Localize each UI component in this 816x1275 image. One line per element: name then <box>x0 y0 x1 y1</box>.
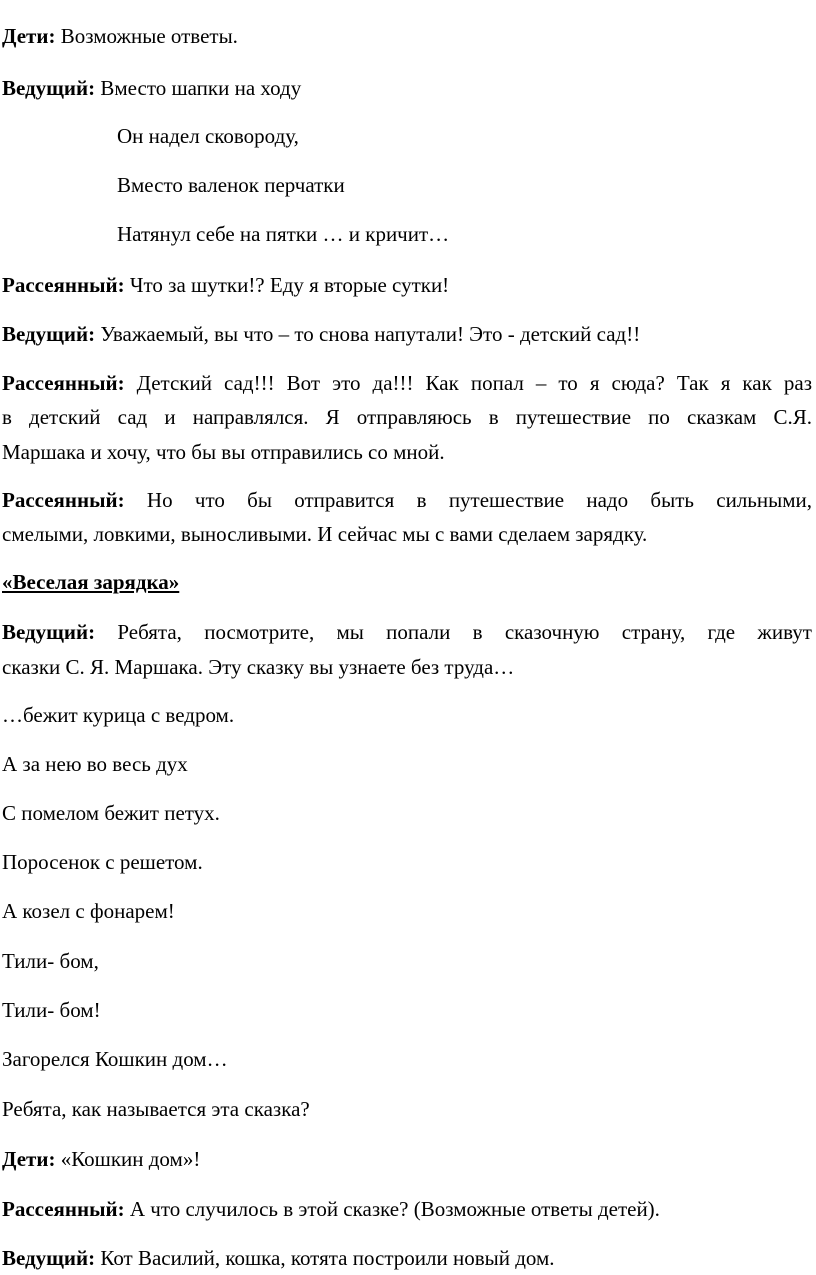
dialogue-line <box>2 75 301 101</box>
dialogue-line <box>2 619 812 645</box>
text-line: Ребята, как называется эта сказка? <box>2 1097 310 1121</box>
poem-line: А козел с фонарем! <box>2 899 175 923</box>
speaker-label: Дети: <box>2 1147 56 1171</box>
dialogue-line <box>2 1196 660 1222</box>
line-text: Возможные ответы. <box>55 24 238 48</box>
line-text: «Кошкин дом»! <box>55 1147 201 1171</box>
speaker-label: Ведущий: <box>2 322 96 346</box>
poem-line: А за нею во весь дух <box>2 752 188 776</box>
dialogue-line <box>2 370 812 396</box>
line-text: Детский сад!!! Вот это да!!! Как попал – то я сюда? Так я как раз <box>124 371 812 395</box>
dialogue-line <box>2 272 449 298</box>
speaker-label: Рассеянный: <box>2 1197 125 1221</box>
poem-line: Вместо валенок перчатки <box>117 173 345 197</box>
line-text: Но что бы отправится в путешествие надо быть сильными, <box>124 488 812 512</box>
line-text: Вместо шапки на ходу <box>95 76 302 100</box>
poem-line: Загорелся Кошкин дом… <box>2 1047 228 1071</box>
speaker-label: Ведущий: <box>2 1246 96 1270</box>
line-text: Уважаемый, вы что – то снова напутали! Это - детский сад!! <box>95 322 641 346</box>
section-title: «Веселая зарядка» <box>2 570 180 594</box>
poem-line: Тили- бом! <box>2 998 101 1022</box>
speaker-label: Ведущий: <box>2 76 96 100</box>
poem-line: Он надел сковороду, <box>117 124 299 148</box>
dialogue-line <box>2 1146 200 1172</box>
text-line: Маршака и хочу, что бы вы отправились со мной. <box>2 440 445 464</box>
poem-line: Поросенок с решетом. <box>2 850 203 874</box>
speaker-label: Рассеянный: <box>2 488 125 512</box>
dialogue-line <box>2 321 640 347</box>
speaker-label: Рассеянный: <box>2 273 125 297</box>
text-line: в детский сад и направлялся. Я отправляюсь в путешествие по сказкам С.Я. <box>2 405 812 429</box>
poem-line: Натянул себе на пятки … и кричит… <box>117 222 450 246</box>
dialogue-line <box>2 1245 555 1271</box>
line-text: Кот Василий, кошка, котята построили новый дом. <box>95 1246 555 1270</box>
text-line: смелыми, ловкими, выносливыми. И сейчас мы с вами сделаем зарядку. <box>2 522 648 546</box>
line-text: А что случилось в этой сказке? (Возможные ответы детей). <box>124 1197 660 1221</box>
speaker-label: Ведущий: <box>2 620 96 644</box>
line-text: Ребята, посмотрите, мы попали в сказочную страну, где живут <box>95 620 812 644</box>
line-text: Что за шутки!? Еду я вторые сутки! <box>124 273 450 297</box>
poem-line: …бежит курица с ведром. <box>2 703 235 727</box>
dialogue-line <box>2 487 812 513</box>
speaker-label: Дети: <box>2 24 56 48</box>
text-line: сказки С. Я. Маршака. Эту сказку вы узнаете без труда… <box>2 655 515 679</box>
poem-line: С помелом бежит петух. <box>2 801 220 825</box>
poem-line: Тили- бом, <box>2 949 99 973</box>
speaker-label: Рассеянный: <box>2 371 125 395</box>
dialogue-line <box>2 23 238 49</box>
